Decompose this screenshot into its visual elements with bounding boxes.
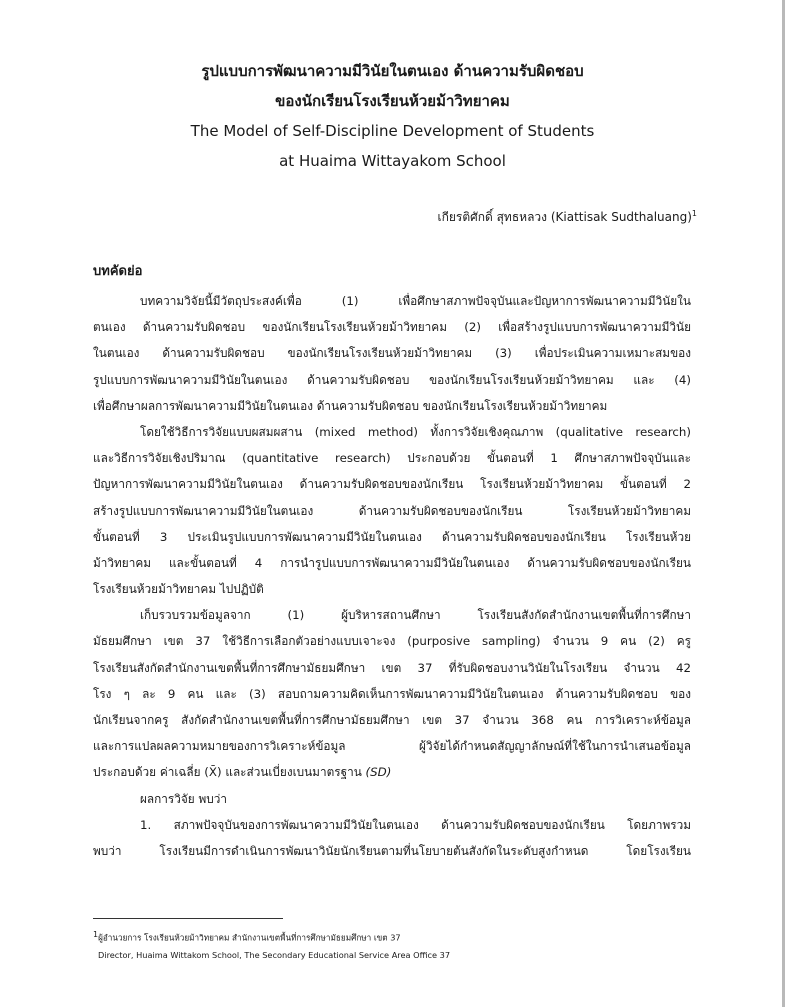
title-block bbox=[60, 56, 725, 176]
author-line bbox=[437, 204, 697, 227]
footnote-english: Director, Huaima Wittakom School, The Secondary Educational Service Area Office 37 bbox=[98, 950, 451, 960]
results-heading: ผลการวิจัย พบว่า bbox=[140, 791, 227, 806]
abstract-line: โดยใช้วิธีการวิจัยแบบผสมผสาน (mixed method) ทั้งการวิจัยเชิงคุณภาพ (qualitative research) bbox=[140, 424, 691, 439]
abstract-line-text: ประกอบด้วย ค่าเฉลี่ย (X̄) และส่วนเบี่ยงเบนมาตรฐาน bbox=[93, 765, 362, 780]
footnote-rule bbox=[93, 918, 283, 919]
footnote-thai-text: ผู้อำนวยการ โรงเรียนห้วยม้าวิทยาคม สำนักงานเขตพื้นที่การศึกษามัธยมศึกษา เขต 37 bbox=[98, 932, 401, 943]
footnote-thai bbox=[93, 928, 401, 945]
thai-title-line-1: รูปแบบการพัฒนาความมีวินัยในตนเอง ด้านความรับผิดชอบ bbox=[201, 62, 584, 80]
abstract-heading: บทคัดย่อ bbox=[93, 264, 143, 279]
abstract-line-sd bbox=[93, 759, 691, 785]
abstract-line: เก็บรวบรวมข้อมูลจาก (1) ผู้บริหารสถานศึกษา โรงเรียนสังกัดสำนักงานเขตพื้นที่การศึกษา bbox=[140, 608, 691, 623]
abstract-line: และการแปลผลความหมายของการวิเคราะห์ข้อมูล ผู้วิจัยได้กำหนดสัญญาลักษณ์ที่ใช้ในการนำเสนอข้อมูล bbox=[93, 739, 691, 754]
thai-title-line-2: ของนักเรียนโรงเรียนห้วยม้าวิทยาคม bbox=[275, 92, 510, 110]
abstract-line: โรงเรียนห้วยม้าวิทยาคม ไปปฏิบัติ bbox=[93, 582, 264, 597]
author-name: เกียรติศักดิ์ สุทธหลวง (Kiattisak Sudthaluang) bbox=[437, 210, 692, 224]
abstract-line: ขั้นตอนที่ 3 ประเมินรูปแบบการพัฒนาความมีวินัยในตนเอง ด้านความรับผิดชอบของนักเรียน โรงเรียนห้วย bbox=[93, 529, 691, 544]
english-title-line-1: The Model of Self-Discipline Development of Students bbox=[190, 122, 595, 140]
footnote-mark: 1 bbox=[93, 930, 99, 939]
author-footnote-mark: 1 bbox=[691, 209, 697, 218]
abstract-line: นักเรียนจากครู สังกัดสำนักงานเขตพื้นที่การศึกษามัธยมศึกษา เขต 37 จำนวน 368 คน การวิเคราะห์ข้อมูล bbox=[93, 713, 691, 727]
sd-label: (SD) bbox=[365, 765, 392, 780]
abstract-line: มัธยมศึกษา เขต 37 ใช้วิธีการเลือกตัวอย่างแบบเจาะจง (purposive sampling) จำนวน 9 คน (2) ครู bbox=[93, 634, 691, 649]
abstract-line: บทความวิจัยนี้มีวัตถุประสงค์เพื่อ (1) เพื่อศึกษาสภาพปัจจุบันและปัญหาการพัฒนาความมีวินัยใน bbox=[140, 294, 691, 308]
abstract-line: โรง ๆ ละ 9 คน และ (3) สอบถามความคิดเห็นการพัฒนาความมีวินัยในตนเอง ด้านความรับผิดชอบ ของ bbox=[93, 686, 691, 701]
abstract-line: ปัญหาการพัฒนาความมีวินัยในตนเอง ด้านความรับผิดชอบของนักเรียน โรงเรียนห้วยม้าวิทยาคม ขั้นตอนที่ 2 bbox=[93, 477, 691, 492]
abstract-line: สร้างรูปแบบการพัฒนาความมีวินัยในตนเอง ด้านความรับผิดชอบของนักเรียน โรงเรียนห้วยม้าวิทยาคม bbox=[93, 503, 691, 518]
abstract-line: ม้าวิทยาคม และขั้นตอนที่ 4 การนำรูปแบบการพัฒนาความมีวินัยในตนเอง ด้านความรับผิดชอบของนักเรียน bbox=[93, 555, 691, 570]
abstract-body bbox=[93, 288, 691, 864]
abstract-line: พบว่า โรงเรียนมีการดำเนินการพัฒนาวินัยนักเรียนตามที่นโยบายต้นสังกัดในระดับสูงกำหนด โดยโรงเรียน bbox=[93, 843, 691, 858]
english-title-line-2: at Huaima Wittayakom School bbox=[279, 152, 506, 170]
abstract-line: เพื่อศึกษาผลการพัฒนาความมีวินัยในตนเอง ด้านความรับผิดชอบ ของนักเรียนโรงเรียนห้วยม้าวิทยาคม bbox=[93, 398, 608, 413]
abstract-line: 1. สภาพปัจจุบันของการพัฒนาความมีวินัยในตนเอง ด้านความรับผิดชอบของนักเรียน โดยภาพรวม bbox=[140, 817, 691, 832]
abstract-line: และวิธีการวิจัยเชิงปริมาณ (quantitative research) ประกอบด้วย ขั้นตอนที่ 1 ศึกษาสภาพปัจจุบันและ bbox=[93, 451, 691, 466]
abstract-line: ตนเอง ด้านความรับผิดชอบ ของนักเรียนโรงเรียนห้วยม้าวิทยาคม (2) เพื่อสร้างรูปแบบการพัฒนาความมีวินัย bbox=[93, 320, 691, 335]
abstract-line: รูปแบบการพัฒนาความมีวินัยในตนเอง ด้านความรับผิดชอบ ของนักเรียนโรงเรียนห้วยม้าวิทยาคม และ (4) bbox=[93, 372, 691, 387]
abstract-line: โรงเรียนสังกัดสำนักงานเขตพื้นที่การศึกษามัธยมศึกษา เขต 37 ที่รับผิดชอบงานวินัยในโรงเรียน จำนวน 42 bbox=[93, 660, 691, 675]
abstract-line: ในตนเอง ด้านความรับผิดชอบ ของนักเรียนโรงเรียนห้วยม้าวิทยาคม (3) เพื่อประเมินความเหมาะสมของ bbox=[93, 346, 691, 361]
